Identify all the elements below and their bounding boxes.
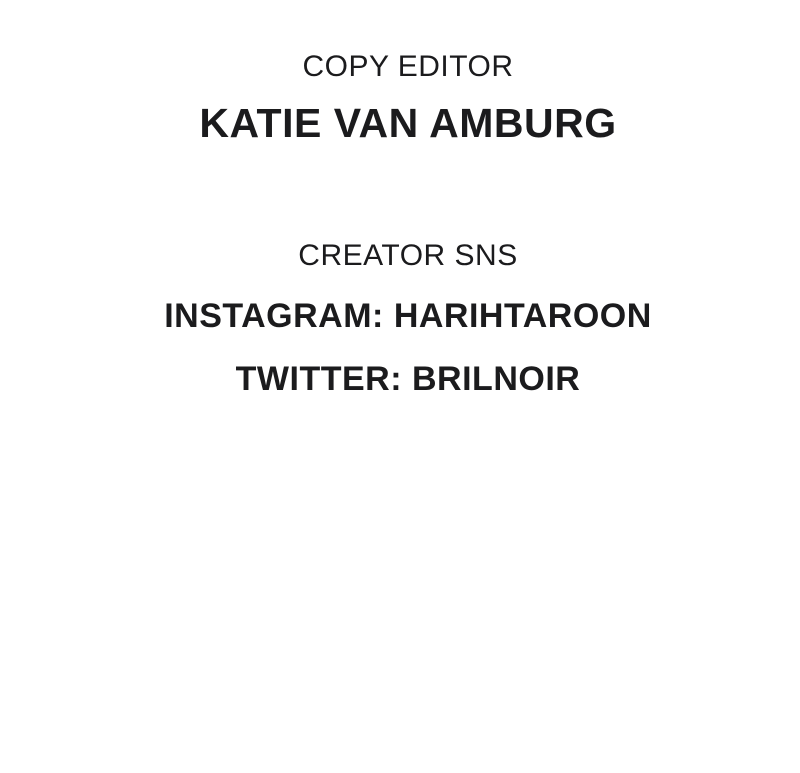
credits-block bbox=[8, 0, 800, 399]
copy-editor-name: KATIE VAN AMBURG bbox=[199, 100, 617, 146]
copy-editor-role-label: COPY EDITOR bbox=[302, 50, 514, 83]
creator-instagram-handle: INSTAGRAM: HARIHTAROON bbox=[164, 297, 652, 335]
creator-sns-section-label: CREATOR SNS bbox=[298, 239, 518, 272]
creator-twitter-handle: TWITTER: BRILNOIR bbox=[235, 360, 581, 398]
